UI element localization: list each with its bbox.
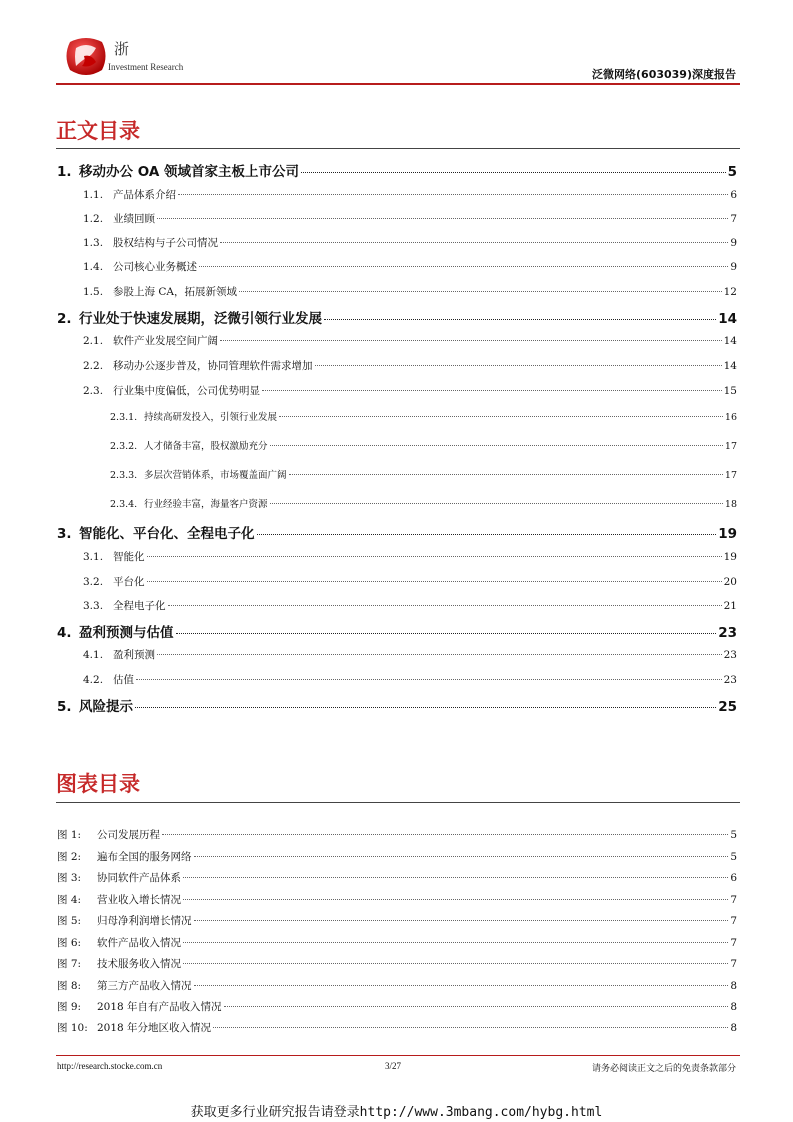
- figure-entry-page: 7: [730, 894, 737, 906]
- toc-entry-number: 1.2.: [83, 213, 104, 225]
- toc-entry-text: 行业集中度偏低，公司优势明显: [113, 385, 260, 397]
- toc-entry-page: 9: [730, 237, 737, 249]
- logo-text-en: Investment Research: [108, 62, 184, 72]
- toc-leader-dots: [199, 266, 728, 267]
- figure-entry-page: 7: [730, 915, 737, 927]
- figure-entry-number: 图 6:: [57, 937, 82, 949]
- toc-entry-text: 业绩回顾: [113, 213, 155, 225]
- toc-entry-number: 1.3.: [83, 237, 104, 249]
- toc-entry[interactable]: [110, 409, 737, 423]
- toc-entry-number: 3.: [57, 526, 72, 542]
- toc-leader-dots: [157, 654, 722, 655]
- toc-entry[interactable]: [83, 187, 737, 202]
- toc-leader-dots: [301, 172, 726, 173]
- toc-leader-dots: [136, 679, 722, 680]
- toc-entry-page: 18: [724, 499, 737, 510]
- figure-entry-page: 8: [730, 1001, 737, 1013]
- figure-entry-number: 图 1:: [57, 829, 82, 841]
- toc-entry[interactable]: [83, 549, 737, 564]
- figure-entry-number: 图 5:: [57, 915, 82, 927]
- toc-entry-page: 23: [723, 674, 737, 686]
- toc-leader-dots: [194, 985, 729, 986]
- figure-entry-page: 5: [730, 851, 737, 863]
- toc-leader-dots: [176, 633, 717, 634]
- toc-leader-dots: [289, 474, 723, 475]
- figures-heading: 图表目录: [56, 772, 140, 796]
- toc-leader-dots: [183, 899, 728, 900]
- figure-entry-number: 图 10:: [57, 1022, 88, 1034]
- company-logo-icon: [62, 36, 110, 78]
- toc-entry[interactable]: [83, 235, 737, 250]
- figure-entry[interactable]: [57, 827, 737, 842]
- toc-entry-page: 9: [730, 261, 737, 273]
- toc-entry-number: 4.: [57, 625, 72, 641]
- figure-entry-page: 8: [730, 1022, 737, 1034]
- toc-entry-number: 1.4.: [83, 261, 104, 273]
- toc-entry[interactable]: [57, 621, 737, 641]
- toc-leader-dots: [224, 1006, 729, 1007]
- toc-leader-dots: [157, 218, 728, 219]
- toc-entry-text: 移动办公逐步普及，协同管理软件需求增加: [113, 360, 313, 372]
- report-title: 泛微网络(603039)深度报告: [592, 68, 736, 81]
- toc-entry-text: 移动办公 OA 领域首家主板上市公司: [79, 164, 299, 180]
- figure-entry-text: 2018 年分地区收入情况: [97, 1022, 212, 1034]
- figure-entry[interactable]: [57, 870, 737, 885]
- toc-leader-dots: [147, 581, 722, 582]
- toc-entry[interactable]: [110, 438, 737, 452]
- figure-entry[interactable]: [57, 999, 737, 1014]
- toc-entry-text: 盈利预测与估值: [79, 625, 174, 641]
- toc-entry-text: 行业经验丰富，海量客户资源: [144, 499, 268, 510]
- toc-entry-page: 15: [723, 385, 737, 397]
- toc-entry-page: 23: [718, 625, 737, 641]
- toc-leader-dots: [270, 503, 723, 504]
- toc-leader-dots: [183, 963, 728, 964]
- toc-entry-text: 智能化、平台化、全程电子化: [79, 526, 255, 542]
- toc-leader-dots: [262, 390, 722, 391]
- toc-entry[interactable]: [83, 358, 737, 373]
- figure-entry-page: 5: [730, 829, 737, 841]
- toc-entry-page: 14: [723, 335, 737, 347]
- figure-entry[interactable]: [57, 913, 737, 928]
- toc-leader-dots: [279, 416, 723, 417]
- toc-leader-dots: [162, 834, 728, 835]
- figure-entry-text: 公司发展历程: [97, 829, 160, 841]
- toc-entry-page: 19: [718, 526, 737, 542]
- toc-entry-page: 25: [718, 699, 737, 715]
- toc-entry[interactable]: [57, 695, 737, 715]
- toc-entry-number: 2.3.2.: [110, 441, 138, 452]
- figure-entry-number: 图 3:: [57, 872, 82, 884]
- toc-entry[interactable]: [110, 496, 737, 510]
- figure-entry[interactable]: [57, 978, 737, 993]
- figure-entry-number: 图 9:: [57, 1001, 82, 1013]
- figure-entry[interactable]: [57, 849, 737, 864]
- toc-entry-page: 14: [718, 311, 737, 327]
- toc-leader-dots: [270, 445, 723, 446]
- toc-leader-dots: [220, 340, 722, 341]
- toc-leader-dots: [324, 319, 716, 320]
- toc-entry[interactable]: [110, 467, 737, 481]
- toc-entry-number: 2.2.: [83, 360, 104, 372]
- toc-entry-page: 12: [723, 286, 737, 298]
- toc-entry-page: 6: [730, 189, 737, 201]
- toc-entry-page: 14: [723, 360, 737, 372]
- logo-text-cn: 浙: [114, 40, 130, 58]
- toc-entry-number: 2.: [57, 311, 72, 327]
- toc-leader-dots: [257, 534, 717, 535]
- toc-entry[interactable]: [83, 284, 737, 299]
- toc-entry-number: 3.1.: [83, 551, 104, 563]
- figure-entry-text: 软件产品收入情况: [97, 937, 181, 949]
- figure-entry[interactable]: [57, 1020, 737, 1035]
- toc-entry-page: 5: [727, 164, 737, 180]
- figure-entry-text: 归母净利润增长情况: [97, 915, 192, 927]
- toc-entry-number: 2.3.: [83, 385, 104, 397]
- toc-leader-dots: [315, 365, 722, 366]
- toc-entry[interactable]: [83, 672, 737, 687]
- toc-entry[interactable]: [57, 307, 737, 327]
- toc-entry-text: 产品体系介绍: [113, 189, 176, 201]
- toc-leader-dots: [183, 877, 728, 878]
- toc-entry-page: 17: [724, 470, 737, 481]
- figure-entry-page: 7: [730, 958, 737, 970]
- bottom-banner-link[interactable]: 获取更多行业研究报告请登录http://www.3mbang.com/hybg.html: [190, 1105, 603, 1120]
- toc-entry-page: 23: [723, 649, 737, 661]
- toc-entry-text: 股权结构与子公司情况: [113, 237, 218, 249]
- toc-entry-number: 3.2.: [83, 576, 104, 588]
- figure-entry-text: 协同软件产品体系: [97, 872, 181, 884]
- figure-entry[interactable]: [57, 935, 737, 950]
- toc-entry-page: 20: [723, 576, 737, 588]
- figures-heading-divider: [56, 802, 740, 803]
- toc-entry[interactable]: [57, 522, 737, 542]
- toc-entry-text: 人才储备丰富，股权激励充分: [144, 441, 268, 452]
- toc-entry-text: 全程电子化: [113, 600, 166, 612]
- toc-entry-text: 智能化: [113, 551, 145, 563]
- toc-entry-text: 行业处于快速发展期，泛微引领行业发展: [79, 311, 322, 327]
- toc-entry[interactable]: [83, 598, 737, 613]
- toc-entry-text: 平台化: [113, 576, 145, 588]
- figure-entry-text: 遍布全国的服务网络: [97, 851, 192, 863]
- toc-entry-text: 估值: [113, 674, 134, 686]
- figure-entry-text: 营业收入增长情况: [97, 894, 181, 906]
- toc-entry-number: 4.1.: [83, 649, 104, 661]
- toc-leader-dots: [135, 707, 716, 708]
- toc-entry-number: 1.: [57, 164, 72, 180]
- toc-entry-text: 持续高研发投入，引领行业发展: [144, 412, 278, 423]
- footer-url-link[interactable]: http://research.stocke.com.cn: [57, 1061, 163, 1071]
- toc-heading-divider: [56, 148, 740, 149]
- toc-entry-text: 盈利预测: [113, 649, 155, 661]
- toc-entry-page: 21: [723, 600, 737, 612]
- toc-entry[interactable]: [83, 647, 737, 662]
- toc-entry-text: 公司核心业务概述: [113, 261, 197, 273]
- figure-entry-number: 图 2:: [57, 851, 82, 863]
- toc-entry-page: 7: [730, 213, 737, 225]
- toc-entry-number: 2.3.1.: [110, 412, 138, 423]
- toc-leader-dots: [194, 856, 729, 857]
- figure-entry-page: 7: [730, 937, 737, 949]
- page-header: [56, 36, 740, 86]
- toc-entry-number: 3.3.: [83, 600, 104, 612]
- toc-leader-dots: [178, 194, 728, 195]
- toc-entry[interactable]: [57, 160, 737, 180]
- figure-entry-page: 6: [730, 872, 737, 884]
- figure-entry[interactable]: [57, 892, 737, 907]
- toc-entry-page: 19: [723, 551, 737, 563]
- toc-entry-text: 多层次营销体系，市场覆盖面广阔: [144, 470, 287, 481]
- toc-entry-page: 17: [724, 441, 737, 452]
- toc-leader-dots: [183, 942, 728, 943]
- figure-entry-text: 2018 年自有产品收入情况: [97, 1001, 222, 1013]
- figure-entry-number: 图 8:: [57, 980, 82, 992]
- toc-entry-number: 5.: [57, 699, 72, 715]
- figure-entry-page: 8: [730, 980, 737, 992]
- toc-entry[interactable]: [83, 574, 737, 589]
- header-divider: [56, 83, 740, 85]
- toc-entry[interactable]: [83, 383, 737, 398]
- toc-leader-dots: [168, 605, 722, 606]
- footer-page-number: 3/27: [385, 1061, 402, 1071]
- figure-entry-number: 图 7:: [57, 958, 82, 970]
- toc-entry[interactable]: [83, 333, 737, 348]
- toc-entry-number: 2.3.3.: [110, 470, 138, 481]
- toc-heading: 正文目录: [56, 119, 140, 143]
- toc-entry-text: 参股上海 CA，拓展新领域: [113, 286, 237, 298]
- toc-leader-dots: [147, 556, 722, 557]
- toc-entry-page: 16: [724, 412, 737, 423]
- toc-entry[interactable]: [83, 259, 737, 274]
- toc-leader-dots: [213, 1027, 728, 1028]
- figure-entry-number: 图 4:: [57, 894, 82, 906]
- toc-entry-number: 2.3.4.: [110, 499, 138, 510]
- toc-entry-text: 风险提示: [79, 699, 133, 715]
- toc-entry[interactable]: [83, 211, 737, 226]
- figure-entry-text: 第三方产品收入情况: [97, 980, 192, 992]
- toc-entry-number: 1.1.: [83, 189, 104, 201]
- footer-divider: [56, 1055, 740, 1056]
- toc-leader-dots: [239, 291, 722, 292]
- footer-disclaimer: 请务必阅读正文之后的免责条款部分: [591, 1064, 736, 1074]
- toc-entry-number: 2.1.: [83, 335, 104, 347]
- toc-entry-number: 4.2.: [83, 674, 104, 686]
- figure-entry-text: 技术服务收入情况: [97, 958, 181, 970]
- toc-leader-dots: [194, 920, 729, 921]
- toc-entry-number: 1.5.: [83, 286, 104, 298]
- toc-entry-text: 软件产业发展空间广阔: [113, 335, 218, 347]
- figure-entry[interactable]: [57, 956, 737, 971]
- toc-leader-dots: [220, 242, 728, 243]
